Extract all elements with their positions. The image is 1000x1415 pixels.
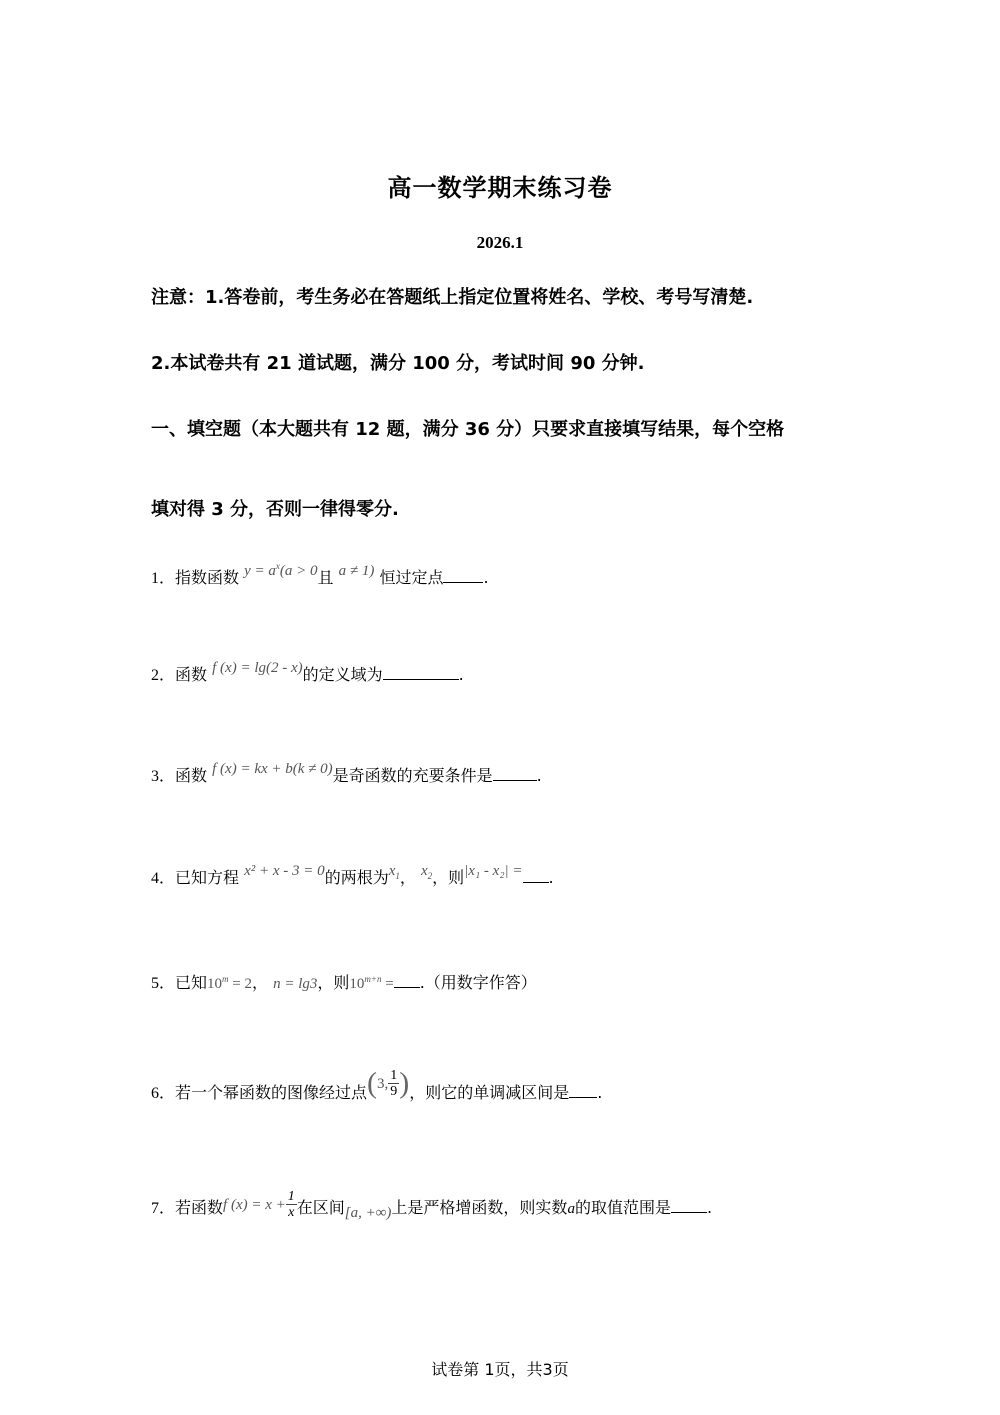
question-text: 的取值范围是 <box>574 1198 671 1217</box>
answer-blank[interactable] <box>569 1083 597 1098</box>
math-expression: f (x) = x + <box>223 1197 286 1213</box>
question-text: ，则它的单调减区间是 <box>409 1083 570 1102</box>
math-variable: $x_1$ <box>388 863 400 881</box>
question-3 <box>151 759 542 793</box>
math-expression: x² + x - 3 = 0 <box>244 863 325 879</box>
math-expression: f (x) = lg(2 - x) <box>212 660 303 676</box>
question-text: 且 <box>317 568 334 587</box>
question-text: 在区间 <box>296 1198 345 1217</box>
math-expression: $y = a^x(a > 0$ <box>244 561 318 579</box>
point-expression: (3, $\frac{1}{9}$ ) <box>367 1066 410 1100</box>
note-line-1: 注意：1.答卷前，考生务必在答题纸上指定位置将姓名、学校、考号写清楚. <box>151 287 754 308</box>
question-number: 3． <box>151 768 176 785</box>
question-text: 是奇函数的充要条件是 <box>332 766 493 785</box>
question-end: . <box>706 1198 713 1217</box>
question-number: 2． <box>151 667 176 684</box>
question-number: 4． <box>151 870 176 887</box>
answer-blank[interactable] <box>671 1198 707 1213</box>
question-text: ， <box>252 973 269 992</box>
math-expression: [a, +∞) <box>344 1205 392 1221</box>
question-number: 1． <box>151 570 176 587</box>
question-text: 上是严格增函数，则实数 <box>391 1198 568 1217</box>
fraction: $\frac{1}{x}$ <box>287 1189 295 1220</box>
answer-blank[interactable] <box>523 868 549 883</box>
section-header-line-2: 填对得 3 分，否则一律得零分. <box>151 499 399 520</box>
math-expression: f (x) = kx + b(k ≠ 0) <box>212 761 333 777</box>
math-expression: $10^m = 2$ <box>207 974 252 992</box>
math-expression: a ≠ 1) <box>338 563 375 579</box>
question-text: ，则 <box>432 868 465 887</box>
answer-blank[interactable] <box>443 568 483 583</box>
note-line-2: 2.本试卷共有 21 道试题，满分 100 分，考试时间 90 分钟. <box>151 353 645 374</box>
question-text: 的定义域为 <box>302 665 383 684</box>
question-5 <box>151 962 537 996</box>
question-text: ，则 <box>317 973 350 992</box>
question-text: 函数 <box>175 766 208 785</box>
question-text: 若一个幂函数的图像经过点 <box>175 1083 368 1102</box>
question-text: 函数 <box>175 665 208 684</box>
question-text: 的两根为 <box>324 868 389 887</box>
math-expression: $10^{m+n}$ = <box>349 974 394 992</box>
question-text: 已知方程 <box>175 868 240 887</box>
answer-blank[interactable] <box>383 665 459 680</box>
question-6 <box>151 1066 603 1110</box>
math-variable: a <box>567 1201 575 1217</box>
question-number: 5． <box>151 975 176 992</box>
math-expression: |x₁ - x₂| = <box>464 863 523 879</box>
question-number: 6． <box>151 1085 176 1102</box>
question-number: 7． <box>151 1200 176 1217</box>
question-text: 若函数 <box>175 1198 224 1217</box>
answer-blank[interactable] <box>493 766 537 781</box>
page-footer: 试卷第 1页，共3页 <box>431 1360 569 1379</box>
question-4 <box>151 861 554 895</box>
section-header-line-1: 一、填空题（本大题共有 12 题，满分 36 分）只要求直接填写结果，每个空格 <box>151 419 785 440</box>
question-text: ， <box>399 868 416 887</box>
question-text: 已知 <box>175 973 208 992</box>
math-variable: $x_2$ <box>420 863 433 881</box>
question-end: . <box>458 665 464 684</box>
exam-date: 2026.1 <box>476 233 524 252</box>
question-7 <box>151 1191 712 1225</box>
exam-title: 高一数学期末练习卷 <box>387 174 613 202</box>
question-text: 恒过定点 <box>374 568 444 587</box>
answer-blank[interactable] <box>394 973 420 988</box>
question-2 <box>151 658 464 692</box>
question-end: . <box>548 868 554 887</box>
math-expression: n = lg3 <box>273 976 318 992</box>
question-text: 指数函数 <box>175 568 240 587</box>
question-end: . <box>536 766 542 785</box>
question-end: . <box>483 568 489 587</box>
question-end: .（用数字作答） <box>419 973 537 992</box>
question-1 <box>151 557 489 591</box>
question-end: . <box>597 1083 603 1102</box>
